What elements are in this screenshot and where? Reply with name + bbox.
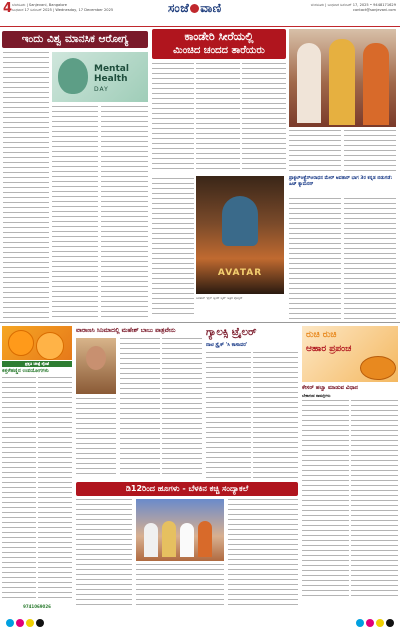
yellow-dot-icon <box>26 619 34 627</box>
gallery-text-col-2 <box>253 352 298 478</box>
black-dot-right-icon <box>386 619 394 627</box>
food-banner-2: ಆಹಾರ ಪ್ರಪಂಚ <box>306 344 352 354</box>
halwa-bowl-icon <box>360 356 396 380</box>
mental-health-text-col-3 <box>101 106 148 320</box>
badge-title: Mental Health <box>94 64 129 84</box>
avatar-text-col-1 <box>152 178 194 318</box>
masthead <box>0 0 400 27</box>
orange-photo <box>2 326 72 360</box>
food-text-col-1 <box>302 400 349 600</box>
kaveri-text-col-3 <box>242 63 286 173</box>
centre-headline: ವಾರಾಣಸಿ ಸಿನಿಮಾದಲ್ಲಿ ಮಹೇಶ್ ಬಾಬು ಪಾತ್ರವೇನು <box>76 327 176 334</box>
mental-health-text-col-1 <box>3 52 49 320</box>
logo-text-left: ಸಂಜೆ <box>168 1 190 15</box>
avatar-poster <box>196 176 284 294</box>
avatar-face-icon <box>222 196 258 246</box>
health-strip: ಪ್ರಕೃತಿ ಚಿಕಿತ್ಸೆ ನೈಜತೆ <box>2 361 72 367</box>
kaveri-text-col-1 <box>152 63 194 173</box>
avatar-subhead: ಫ್ರಾಕ್ಟಲ್‌ಆಕ್ಟ್ರೆಸ್‌ಆರಾಧನ ಮೇರ್ ಅವತಾರ್ ಭಾಗ 3ರ ಕನ್ನಡ ಬಿಡುಗಡೆ: ಹಿಟ್ ಕ್ಯಾಮರನ್ <box>289 176 393 187</box>
kaveri-text-col-2 <box>196 63 240 173</box>
newspaper-logo <box>168 1 222 16</box>
health-text-col-1 <box>2 377 36 601</box>
centre-text-col-2 <box>162 338 202 478</box>
mental-health-text-col-2 <box>52 106 98 320</box>
orange-fruit-icon <box>8 330 34 356</box>
saree-figure-2 <box>329 39 355 125</box>
head-silhouette-icon <box>58 58 88 94</box>
yellow-dot-right-icon <box>376 619 384 627</box>
actor-photo <box>76 338 116 394</box>
avatar-text-col-3 <box>344 198 396 320</box>
saree-figure-3 <box>363 43 389 125</box>
magenta-dot-right-icon <box>366 619 374 627</box>
orange-slice-icon <box>36 332 64 360</box>
masthead-left-info <box>12 3 162 13</box>
mental-health-badge <box>52 52 148 102</box>
person-4 <box>198 521 212 557</box>
print-registration-strip <box>0 618 400 629</box>
bottom-text-col-1 <box>76 499 132 605</box>
saree-caption-col-2 <box>344 130 396 174</box>
person-3 <box>180 523 194 557</box>
centre-text-col-0 <box>76 398 116 478</box>
masthead-left-line-1: ಬೆಂಗಳೂರು | Sanjevani, Bangalore <box>12 3 68 7</box>
centre-text-col-1 <box>120 338 160 478</box>
masthead-rule <box>0 26 400 27</box>
kaveri-headline-1: ಕಾಂಡೇರಿ ಸೀರೆಯಲ್ಲಿ <box>184 30 254 43</box>
food-banner-1: ರುಚಿ ರುಚಿ <box>306 330 337 340</box>
event-photo <box>136 499 224 561</box>
kaveri-headline-2: ಮಿಂಚಿದ ಚಂದದ ತಾರೆಯರು <box>173 45 265 56</box>
gallery-headline: ಗ್ಯಾಲಕ್ಸಿ ಟ್ರೈಲರ್ <box>206 326 298 340</box>
logo-text-right: ವಾಣಿ <box>200 1 222 15</box>
kaveri-headline-box <box>152 29 286 59</box>
food-banner <box>302 326 398 382</box>
person-1 <box>144 523 158 557</box>
poster-title: AVATAR <box>217 268 263 278</box>
gallery-subhead: ನಾಟಿ ಸ್ಟ್ರೈಕ್ 'ಸಿ ಕಾಸಾವರ' <box>206 342 248 348</box>
cyan-dot-right-icon <box>356 619 364 627</box>
footer-phone: 9741069026 <box>23 604 51 609</box>
food-intro: ಬೇಕಾಗುವ ಸಾಮಗ್ರಿಗಳು <box>302 393 331 398</box>
food-text-col-2 <box>351 400 398 600</box>
saree-caption-col-1 <box>289 130 341 174</box>
health-title: ಕಿತ್ತಳೆಹಣ್ಣಿನ ಉಪಯೋಗಗಳು <box>2 368 49 374</box>
health-text-col-2 <box>38 377 72 601</box>
masthead-left-line-2: ಬುಧವಾರ 17 ಡಿಸೆಂಬರ್ 2025 | Wednesday, 17 December 2025 <box>12 8 114 12</box>
black-dot-icon <box>36 619 44 627</box>
bottom-text-col-3 <box>228 499 298 605</box>
section-divider <box>0 322 400 323</box>
logo-emblem-icon <box>190 4 199 13</box>
bottom-text-col-2 <box>136 564 224 606</box>
masthead-right-info <box>244 3 396 13</box>
avatar-text-col-2 <box>289 198 341 320</box>
mental-health-headline: ಇಂದು ವಿಶ್ವ ಮಾನಸಿಕ ಆರೋಗ್ಯ <box>2 31 148 48</box>
masthead-right-line-2: contact@sanjevani.com <box>352 8 396 12</box>
saree-figure-1 <box>297 43 321 123</box>
bottom-headline: ಡಿ12ರಿಂದ ಹೂಗಳು - ಬೆಳಕಿನ ಕಚ್ಚಿ ಸಂದ್ಯಾಕಲೆ <box>76 482 298 496</box>
poster-caption: ಅವತಾರ್ 'ಫೈರ್ ಆ್ಯಂಡ್ ಆ್ಯಶ್' ಚಿತ್ರದ ಪೋಸ್ಟರ್ <box>196 296 243 300</box>
cyan-dot-icon <box>6 619 14 627</box>
actor-face-icon <box>86 346 106 370</box>
saree-photo <box>289 29 396 127</box>
food-title: ಕೇಸರ್ ಹಲ್ವಾ ಮಾಡುವ ವಿಧಾನ <box>302 385 358 391</box>
gallery-text-col-1 <box>206 352 251 478</box>
magenta-dot-icon <box>16 619 24 627</box>
person-2 <box>162 521 176 557</box>
badge-subtitle: DAY <box>94 86 109 93</box>
page-number: 4 <box>3 1 13 16</box>
masthead-right-line-1: ಬೆಂಗಳೂರು | ಬುಧವಾರ ಡಿಸೆಂಬರ್ 17, 2025 • 9448171629 <box>310 3 396 7</box>
